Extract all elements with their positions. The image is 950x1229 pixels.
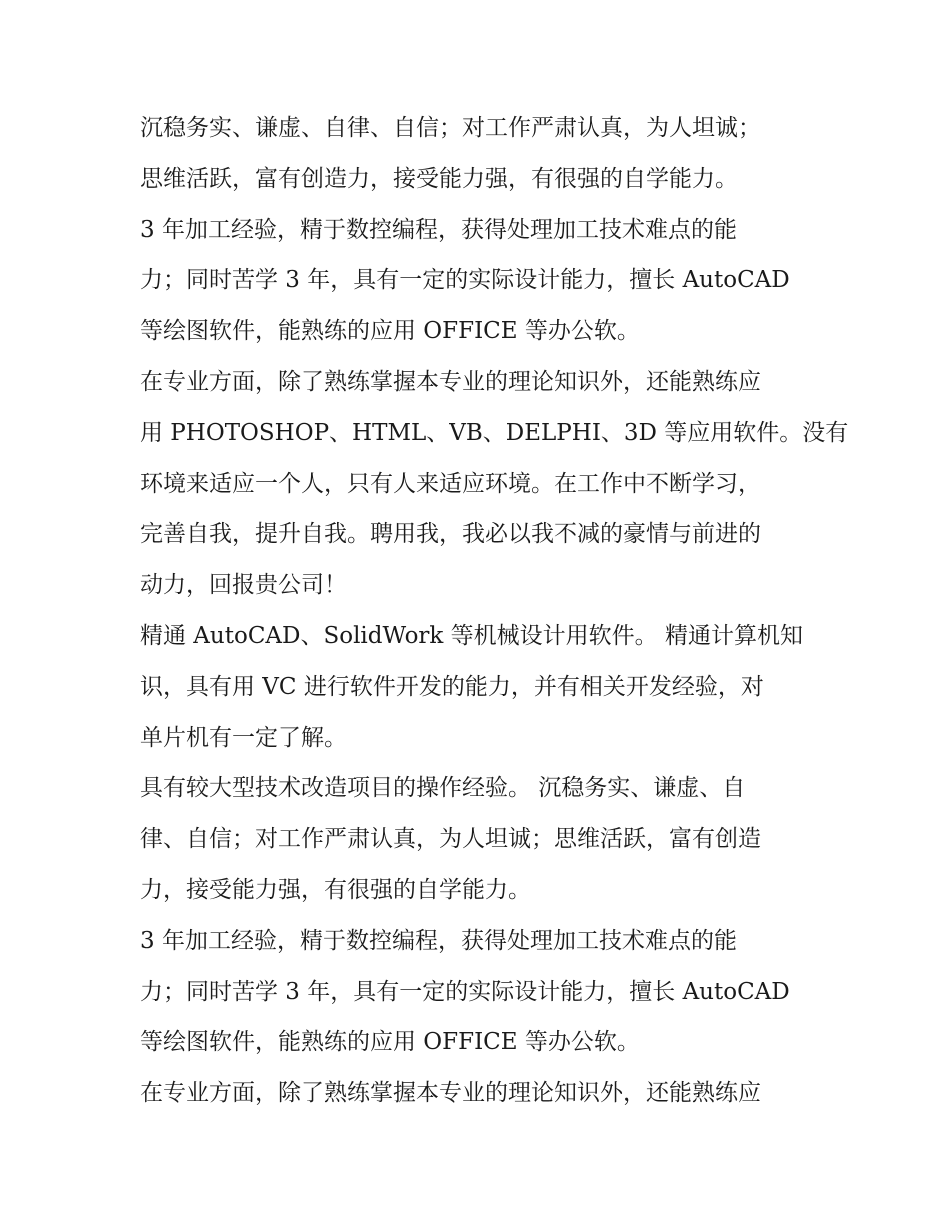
text-line-13: 单片机有一定了解。 <box>140 724 347 751</box>
document-body <box>140 103 849 1119</box>
text-line-10: 动力，回报贵公司！ <box>140 572 347 599</box>
text-line-2: 思维活跃，富有创造力，接受能力强，有很强的自学能力。 <box>140 165 738 192</box>
text-line-20: 在专业方面，除了熟练掌握本专业的理论知识外，还能熟练应 <box>140 1080 761 1107</box>
text-line-19: 等绘图软件，能熟练的应用 OFFICE 等办公软。 <box>140 1029 640 1056</box>
text-line-7: 用 PHOTOSHOP、HTML、VB、DELPHI、3D 等应用软件。没有 <box>140 419 849 446</box>
text-line-14: 具有较大型技术改造项目的操作经验。 沉稳务实、谦虚、自 <box>140 775 746 802</box>
text-line-8: 环境来适应一个人，只有人来适应环境。在工作中不断学习， <box>140 470 761 497</box>
text-line-4: 力；同时苦学 3 年，具有一定的实际设计能力，擅长 AutoCAD <box>140 267 790 294</box>
text-line-5: 等绘图软件，能熟练的应用 OFFICE 等办公软。 <box>140 318 640 345</box>
text-line-15: 律、自信；对工作严肃认真，为人坦诚；思维活跃，富有创造 <box>140 826 761 853</box>
text-line-3: 3 年加工经验，精于数控编程，获得处理加工技术难点的能 <box>140 216 737 243</box>
text-line-18: 力；同时苦学 3 年，具有一定的实际设计能力，擅长 AutoCAD <box>140 978 790 1005</box>
text-line-9: 完善自我，提升自我。聘用我，我必以我不减的豪情与前进的 <box>140 521 761 548</box>
text-line-11: 精通 AutoCAD、SolidWork 等机械设计用软件。 精通计算机知 <box>140 622 803 649</box>
text-line-16: 力，接受能力强，有很强的自学能力。 <box>140 876 531 903</box>
text-line-1: 沉稳务实、谦虚、自律、自信；对工作严肃认真，为人坦诚； <box>140 115 761 141</box>
text-line-17: 3 年加工经验，精于数控编程，获得处理加工技术难点的能 <box>140 927 737 954</box>
text-line-6: 在专业方面，除了熟练掌握本专业的理论知识外，还能熟练应 <box>140 368 761 395</box>
text-line-12: 识，具有用 VC 进行软件开发的能力，并有相关开发经验，对 <box>140 673 764 700</box>
